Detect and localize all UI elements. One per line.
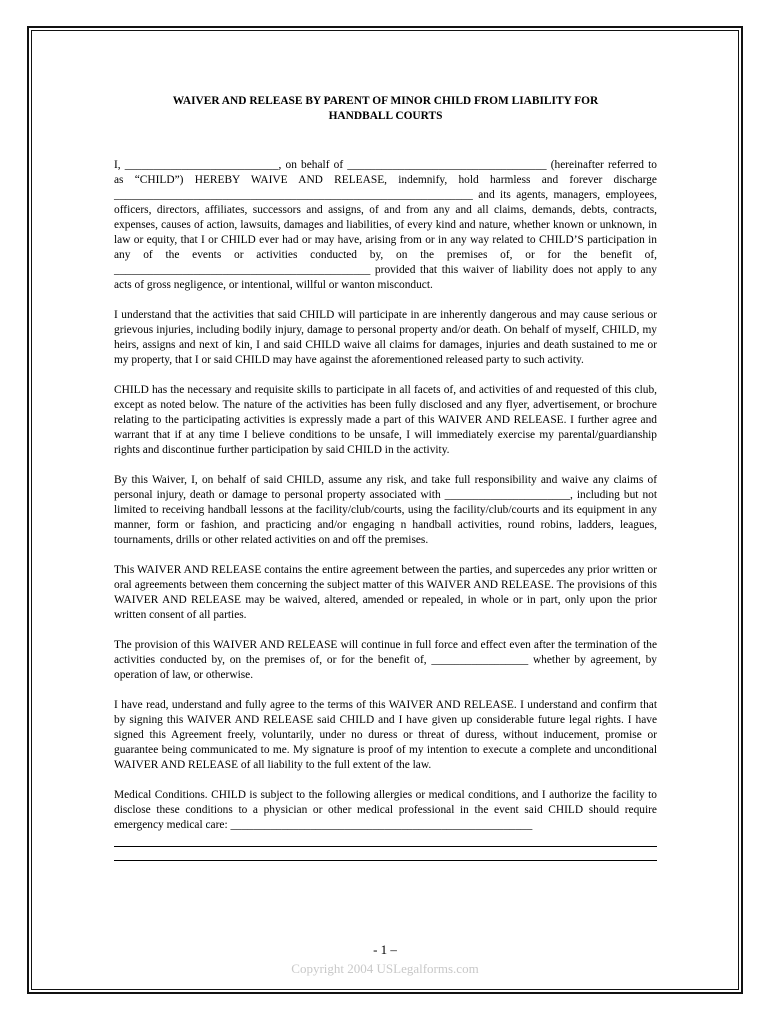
document-title xyxy=(114,94,657,124)
paragraph-assume-risk: By this Waiver, I, on behalf of said CHILD, assume any risk, and take full responsibility and waive any claims of personal injury, death or damage to personal property associated with ______________________, including but not limited to receiving handball lessons at the facility/club/courts, using the facility/club/courts and its equipment in any manner, form or fashion, and practicing and/or engaging n handball activities, round robins, ladders, leagues, tournaments, drills or other related activities on and off the premises. xyxy=(114,474,657,546)
title-line-1: WAIVER AND RELEASE BY PARENT OF MINOR CHILD FROM LIABILITY FOR xyxy=(172,95,599,107)
paragraph-entire-agreement: This WAIVER AND RELEASE contains the entire agreement between the parties, and supercedes any prior written or oral agreements between them concerning the subject matter of this WAIVER AND RELEASE. The provisions of this WAIVER AND RELEASE may be waived, altered, amended or repealed, in whole or in part, only upon the prior written consent of all parties. xyxy=(114,564,657,621)
paragraph-risk-understanding: I understand that the activities that said CHILD will participate in are inherently dangerous and may cause serious or grievous injuries, including bodily injury, damage to personal property and/or death. On behalf of myself, CHILD, my heirs, assigns and next of kin, I and said CHILD waive all claims for damages, injuries and death sustained to me or my property, that I or said CHILD may have against the aforementioned released party to such activity. xyxy=(114,309,657,366)
title-line-2: HANDBALL COURTS xyxy=(328,110,443,122)
page-number: - 1 – xyxy=(373,942,397,957)
copyright-notice: Copyright 2004 USLegalforms.com xyxy=(291,961,479,976)
paragraph-continuation: The provision of this WAIVER AND RELEASE will continue in full force and effect even after the termination of the activities conducted by, on the premises of, or for the benefit of, _________________ whether by agreement, by operation of law, or otherwise. xyxy=(114,639,657,681)
paragraph-acknowledgement: I have read, understand and fully agree to the terms of this WAIVER AND RELEASE. I understand and confirm that by signing this WAIVER AND RELEASE said CHILD and I have given up considerable future legal rights. I have signed this Agreement freely, voluntarily, under no duress or threat of duress, without inducement, promise or guarantee being communicated to me. My signature is proof of my intention to execute a complete and unconditional WAIVER AND RELEASE of all liability to the full extent of the law. xyxy=(114,699,657,771)
paragraph-child-skills: CHILD has the necessary and requisite skills to participate in all facets of, and activities of and requested of this club, except as noted below. The nature of the activities has been fully disclosed and any flyer, advertisement, or brochure relating to the participating activities is expressly made a part of this WAIVER AND RELEASE. I further agree and warrant that if at any time I believe conditions to be unsafe, I will immediately exercise my parental/guardianship rights and discontinue further participation by said CHILD in the activity. xyxy=(114,384,657,456)
paragraph-medical-conditions: Medical Conditions. CHILD is subject to the following allergies or medical conditions, and I authorize the facility to disclose these conditions to a physician or other medical professional in the event said CHILD should require emergency medical care: _____________________________________________________ xyxy=(114,789,657,831)
medical-blank-line-2 xyxy=(114,860,657,861)
document-body xyxy=(114,94,657,861)
medical-blank-line-1 xyxy=(114,846,657,847)
paragraph-release: I, ___________________________, on behalf of ___________________________________ (hereinafter referred to as “CHILD”) HEREBY WAIVE AND RELEASE, indemnify, hold harmless and forever discharge _______________________________________________________________ and its agents, managers, employees, officers, directors, affiliates, successors and assigns, of and from any and all claims, demands, debts, contracts, expenses, causes of action, lawsuits, damages and liabilities, of every kind and nature, whether known or unknown, in law or equity, that I or CHILD ever had or may have, arising from or in any way related to CHILD’S participation in any of the events or activities conducted by, on the premises of, or for the benefit of, _____________________________________________ provided that this waiver of liability does not apply to any acts of gross negligence, or intentional, willful or wanton misconduct. xyxy=(114,159,657,291)
